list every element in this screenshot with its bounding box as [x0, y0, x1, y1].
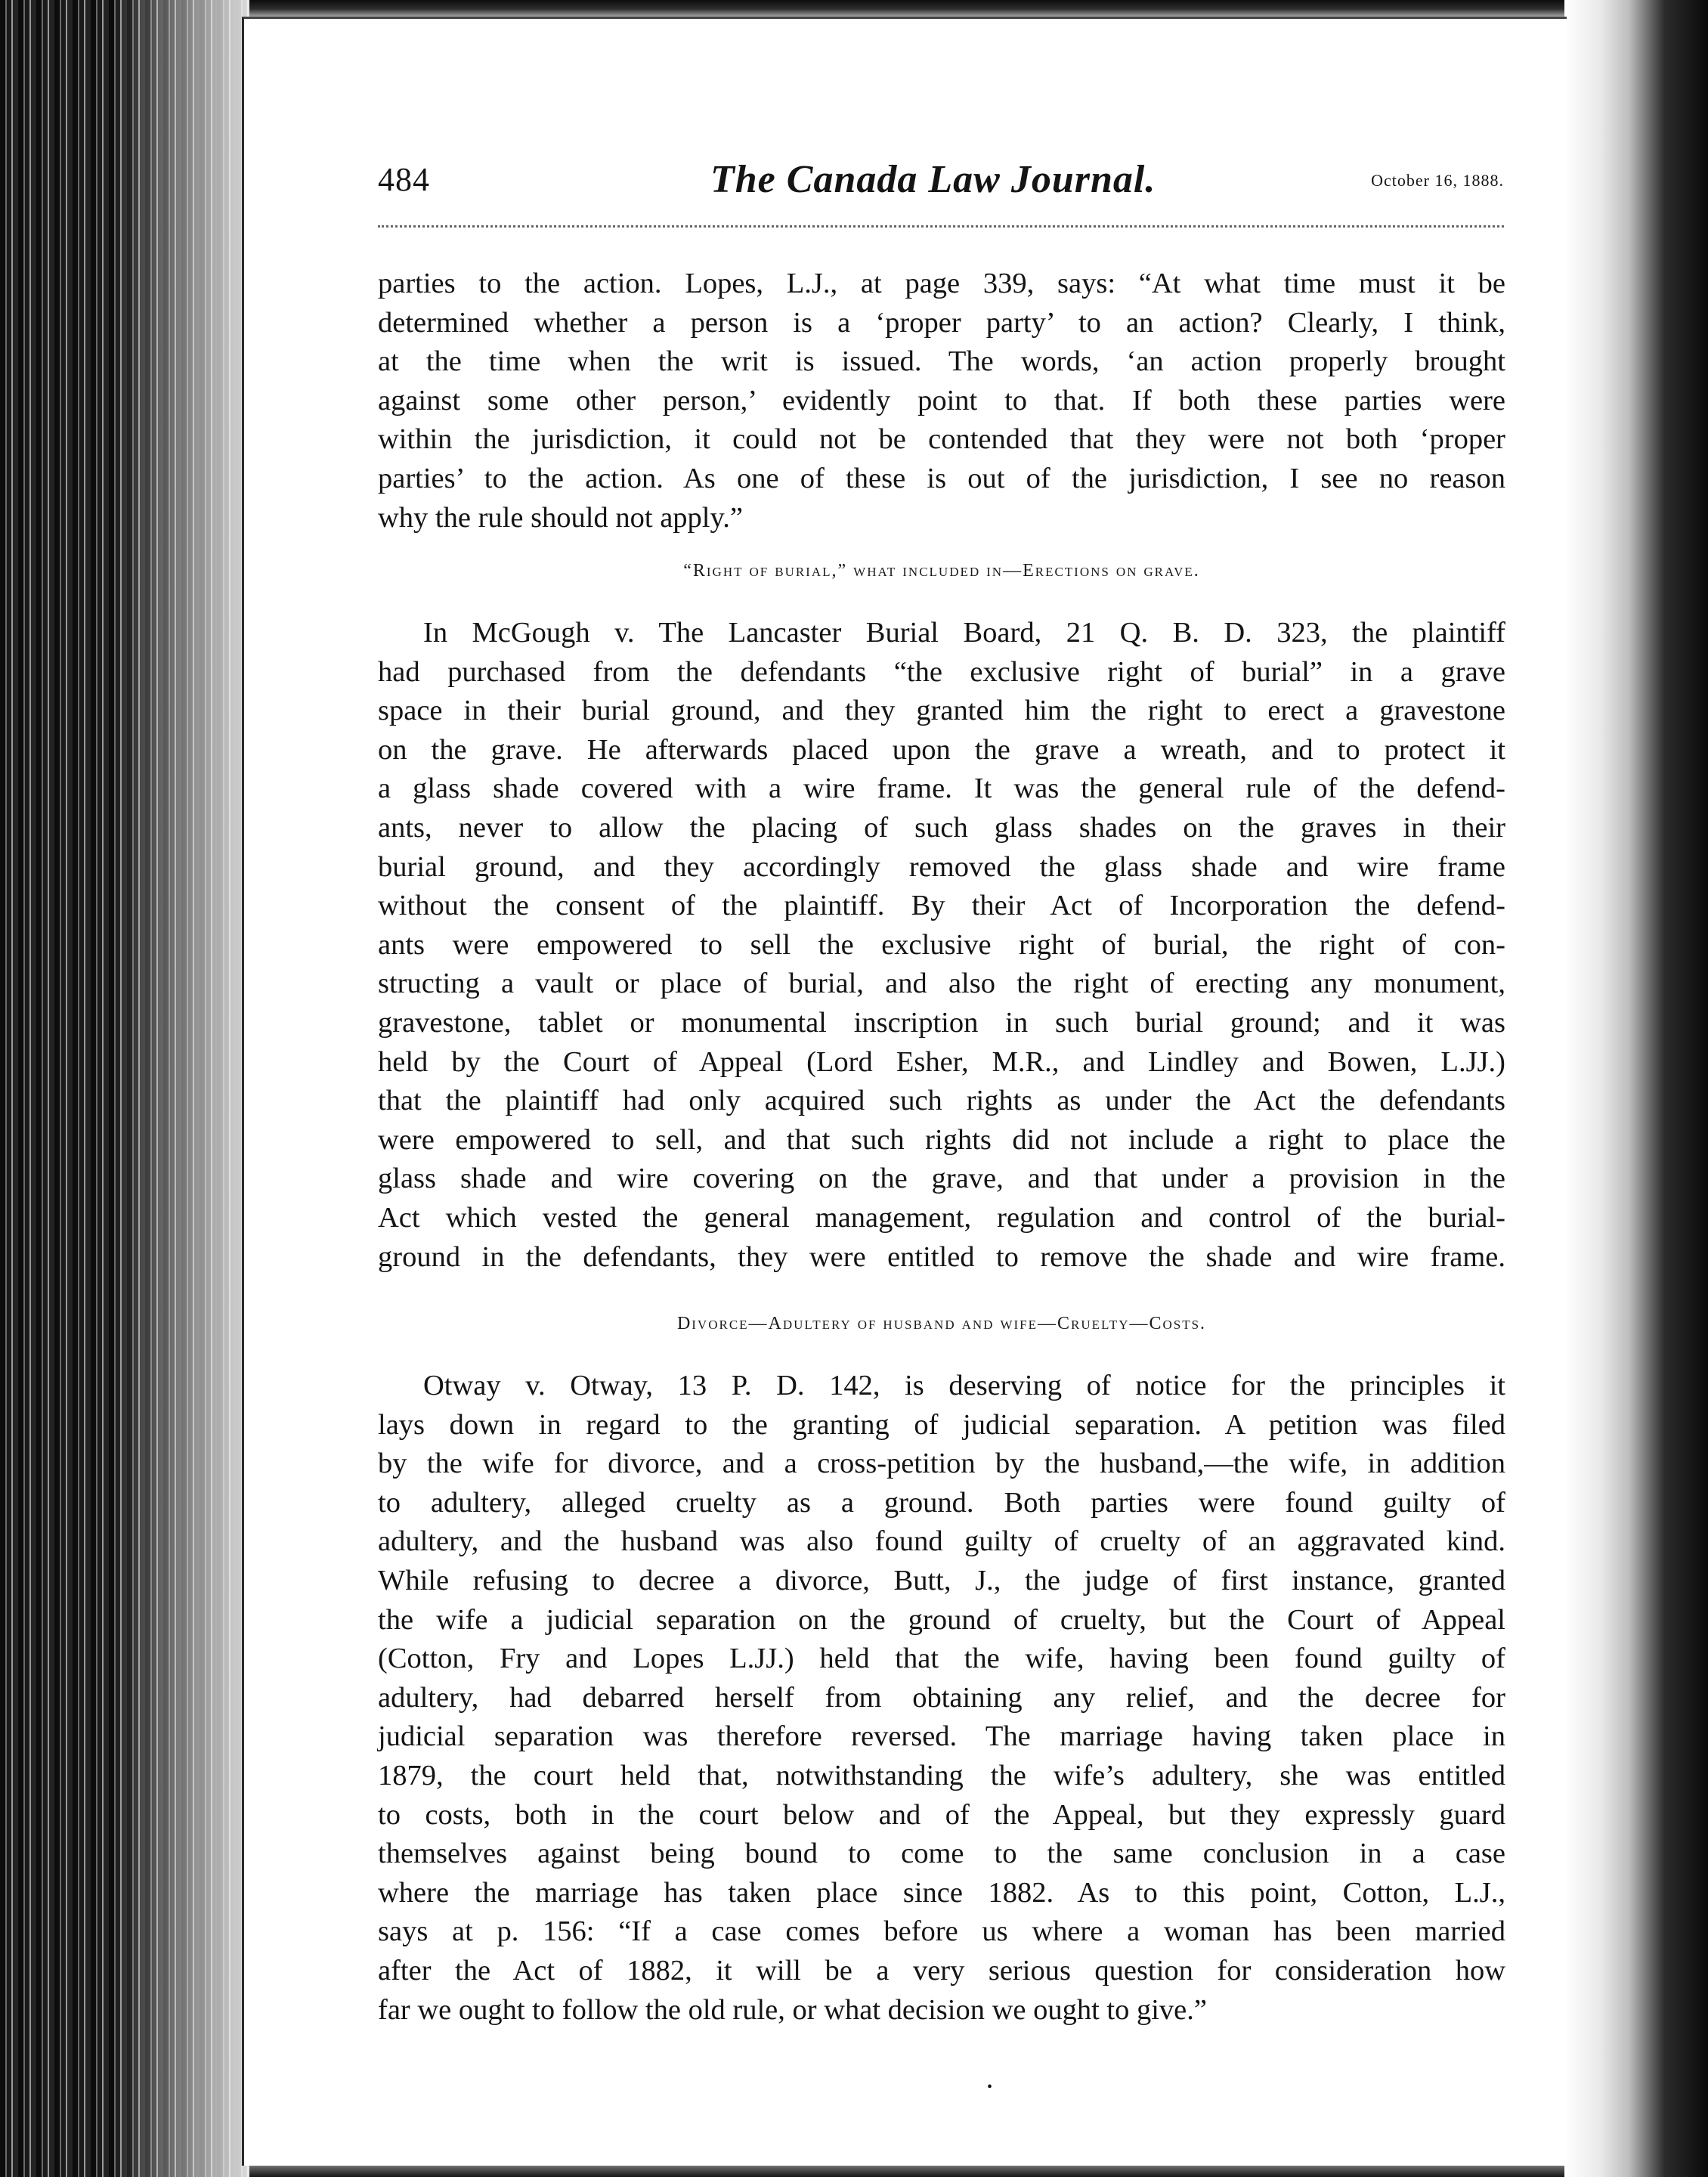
text-line: where the marriage has taken place since 1882. As to this point, Cotton, L.J., — [378, 1876, 1505, 1909]
text-line: against some other person,’ evidently point to that. If both these parties were — [378, 384, 1505, 417]
text-line: within the jurisdiction, it could not be contended that they were not both ‘proper — [378, 423, 1505, 456]
text-line: space in their burial ground, and they granted him the right to erect a gravestone — [378, 695, 1505, 727]
text-line: a glass shade covered with a wire frame. It was the general rule of the defend- — [378, 773, 1505, 805]
text-line: adultery, had debarred herself from obtaining any relief, and the decree for — [378, 1681, 1505, 1714]
text-line: were empowered to sell, and that such rights did not include a right to place the — [378, 1123, 1505, 1156]
text-line: without the consent of the plaintiff. By their Act of Incorporation the defend- — [378, 890, 1505, 922]
text-line: lays down in regard to the granting of judicial separation. A petition was filed — [378, 1408, 1505, 1441]
text-line: 1879, the court held that, notwithstanding the wife’s adultery, she was entitled — [378, 1759, 1505, 1791]
text-line: (Cotton, Fry and Lopes L.JJ.) held that the wife, having been found guilty of — [378, 1643, 1505, 1675]
text-line: parties’ to the action. As one of these is out of the jurisdiction, I see no reason — [378, 462, 1505, 494]
text-line: had purchased from the defendants “the exclusive right of burial” in a grave — [378, 655, 1505, 688]
text-line: at the time when the writ is issued. The words, ‘an action properly brought — [378, 345, 1505, 378]
text-line: to costs, both in the court below and of the Appeal, but they expressly guard — [378, 1798, 1505, 1831]
text-line: after the Act of 1882, it will be a very serious question for consideration how — [378, 1954, 1505, 1987]
text-line: gravestone, tablet or monumental inscription in such burial ground; and it was — [378, 1006, 1505, 1039]
text-line: that the plaintiff had only acquired such rights as under the Act the defendants — [378, 1085, 1505, 1117]
text-line: ants were empowered to sell the exclusive right of burial, the right of con- — [378, 928, 1505, 961]
text-line: While refusing to decree a divorce, Butt, J., the judge of first instance, granted — [378, 1564, 1505, 1596]
text-line: glass shade and wire covering on the grave, and that under a provision in the — [378, 1163, 1505, 1195]
section-heading-divorce: Divorce—Adultery of husband and wife—Cruelty—Costs. — [676, 1314, 1207, 1333]
text-line: ground in the defendants, they were entitled to remove the shade and wire frame. — [378, 1240, 1505, 1273]
running-head — [378, 160, 1504, 206]
journal-title: The Canada Law Journal. — [710, 158, 1156, 201]
page-number: 484 — [378, 161, 430, 198]
paragraph-continued — [378, 265, 1505, 537]
issue-date: October 16, 1888. — [1371, 171, 1504, 190]
text-line: Otway v. Otway, 13 P. D. 142, is deserving of notice for the principles it — [423, 1370, 1505, 1401]
section-heading-burial: “Right of burial,” what included in—Erections on grave. — [683, 561, 1200, 581]
section-body-divorce — [378, 1367, 1505, 2030]
text-line: Act which vested the general management, regulation and control of the burial- — [378, 1201, 1505, 1234]
text-line: on the grave. He afterwards placed upon the grave a wreath, and to protect it — [378, 733, 1505, 766]
text-line: burial ground, and they accordingly removed the glass shade and wire frame — [378, 850, 1505, 883]
text-line: structing a vault or place of burial, and also the right of erecting any monument, — [378, 968, 1505, 1000]
scan-top-edge — [249, 0, 1564, 18]
text-line: determined whether a person is a ‘proper party’ to an action? Clearly, I think, — [378, 306, 1505, 339]
text-line: the wife a judicial separation on the ground of cruelty, but the Court of Appeal — [378, 1603, 1505, 1636]
text-line: to adultery, alleged cruelty as a ground. Both parties were found guilty of — [378, 1486, 1505, 1519]
text-line: says at p. 156: “If a case comes before us where a woman has been married — [378, 1915, 1505, 1948]
text-line: parties to the action. Lopes, L.J., at page 339, says: “At what time must it be — [378, 268, 1505, 299]
text-line: adultery, and the husband was also found guilty of cruelty of an aggravated kind. — [378, 1525, 1505, 1558]
text-line: themselves against being bound to come to the same conclusion in a case — [378, 1838, 1505, 1870]
scan-right-edge — [1564, 0, 1708, 2177]
text-line: far we ought to follow the old rule, or what decision we ought to give.” — [378, 1993, 1207, 2026]
header-rule — [378, 225, 1504, 228]
text-line: why the rule should not apply.” — [378, 501, 743, 534]
text-line: judicial separation was therefore reversed. The marriage having taken place in — [378, 1720, 1505, 1753]
text-line: ants, never to allow the placing of such glass shades on the graves in their — [378, 811, 1505, 844]
text-line: by the wife for divorce, and a cross-petition by the husband,—the wife, in addition — [378, 1448, 1505, 1480]
text-line: held by the Court of Appeal (Lord Esher, M.R., and Lindley and Bowen, L.JJ.) — [378, 1045, 1505, 1078]
section-body-burial — [378, 614, 1505, 1277]
bottom-page-mark: • — [987, 2079, 993, 2095]
text-line: In McGough v. The Lancaster Burial Board, 21 Q. B. D. 323, the plaintiff — [423, 617, 1505, 649]
